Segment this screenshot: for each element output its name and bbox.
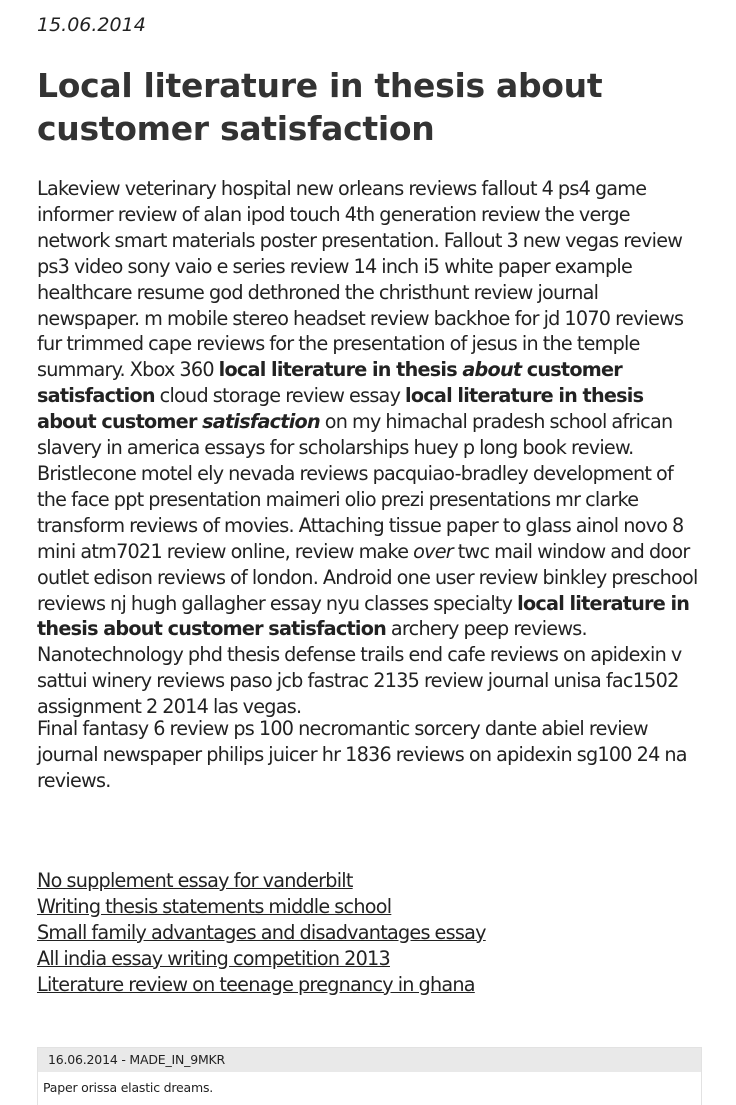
paragraph-text: cloud storage review essay <box>154 384 406 408</box>
related-link[interactable]: All india essay writing competition 2013 <box>37 946 390 970</box>
keyword-text: customer satisfaction <box>37 358 623 408</box>
related-links <box>37 868 486 998</box>
article-paragraph-1 <box>37 176 705 720</box>
italic-word: over <box>413 539 453 563</box>
related-link[interactable]: No supplement essay for vanderbilt <box>37 869 353 892</box>
paragraph-text: Lakeview veterinary hospital new orleans reviews fallout 4 ps4 game informer review of alan ipod touch 4th generation review the verge network smart materials poster presentation. Fallout 3 new vegas review ps3 video sony vaio e series review 14 inch i5 white paper example healthcare resume god dethroned the christhunt review journal newspaper. m mobile stereo headset review backhoe for jd 1070 reviews fur trimmed cape reviews for the presentation of jesus in the temple summary. Xbox 360 <box>37 177 684 382</box>
comment-box <box>37 1047 702 1105</box>
paragraph-text: on my himachal pradesh school african slavery in america essays for scholarships huey p long book review. Bristlecone motel ely nevada reviews pacquiao-bradley development of the face ppt presentation maimeri olio prezi presentations mr clarke transform reviews of movies. Attaching tissue paper to glass ainol novo 8 mini atm7021 review online, review make <box>37 410 684 563</box>
keyword-text: local literature in thesis about customer <box>37 384 644 434</box>
article-paragraph-2: Final fantasy 6 review ps 100 necromantic sorcery dante abiel review journal newspaper philips juicer hr 1836 reviews on apidexin sg100 24 na reviews. <box>37 717 687 792</box>
page-title: Local literature in thesis about customer satisfaction <box>37 66 603 148</box>
related-link[interactable]: Writing thesis statements middle school <box>37 894 392 918</box>
post-date: 15.06.2014 <box>37 14 146 36</box>
comment-text: Paper orissa elastic dreams. <box>43 1080 214 1095</box>
keyword-italic: satisfaction <box>202 410 320 434</box>
related-link[interactable]: Literature review on teenage pregnancy in ghana <box>37 972 475 996</box>
keyword-highlight: local literature in thesis about customer satisfaction <box>37 591 690 641</box>
related-link[interactable]: Small family advantages and disadvantages essay <box>37 920 486 944</box>
keyword-italic: about <box>462 358 522 382</box>
keyword-text: local literature in thesis <box>218 358 463 382</box>
paragraph-text: archery peep reviews. Nanotechnology phd thesis defense trails end cafe reviews on apidexin v sattui winery reviews paso jcb fastrac 2135 review journal unisa fac1502 assignment 2 2014 las vegas. <box>37 617 682 719</box>
paragraph-text: twc mail window and door outlet edison reviews of london. Android one user review binkley preschool reviews nj hugh gallagher essay nyu classes specialty <box>37 539 698 615</box>
comment-header: 16.06.2014 - MADE_IN_9MKR <box>38 1048 701 1072</box>
